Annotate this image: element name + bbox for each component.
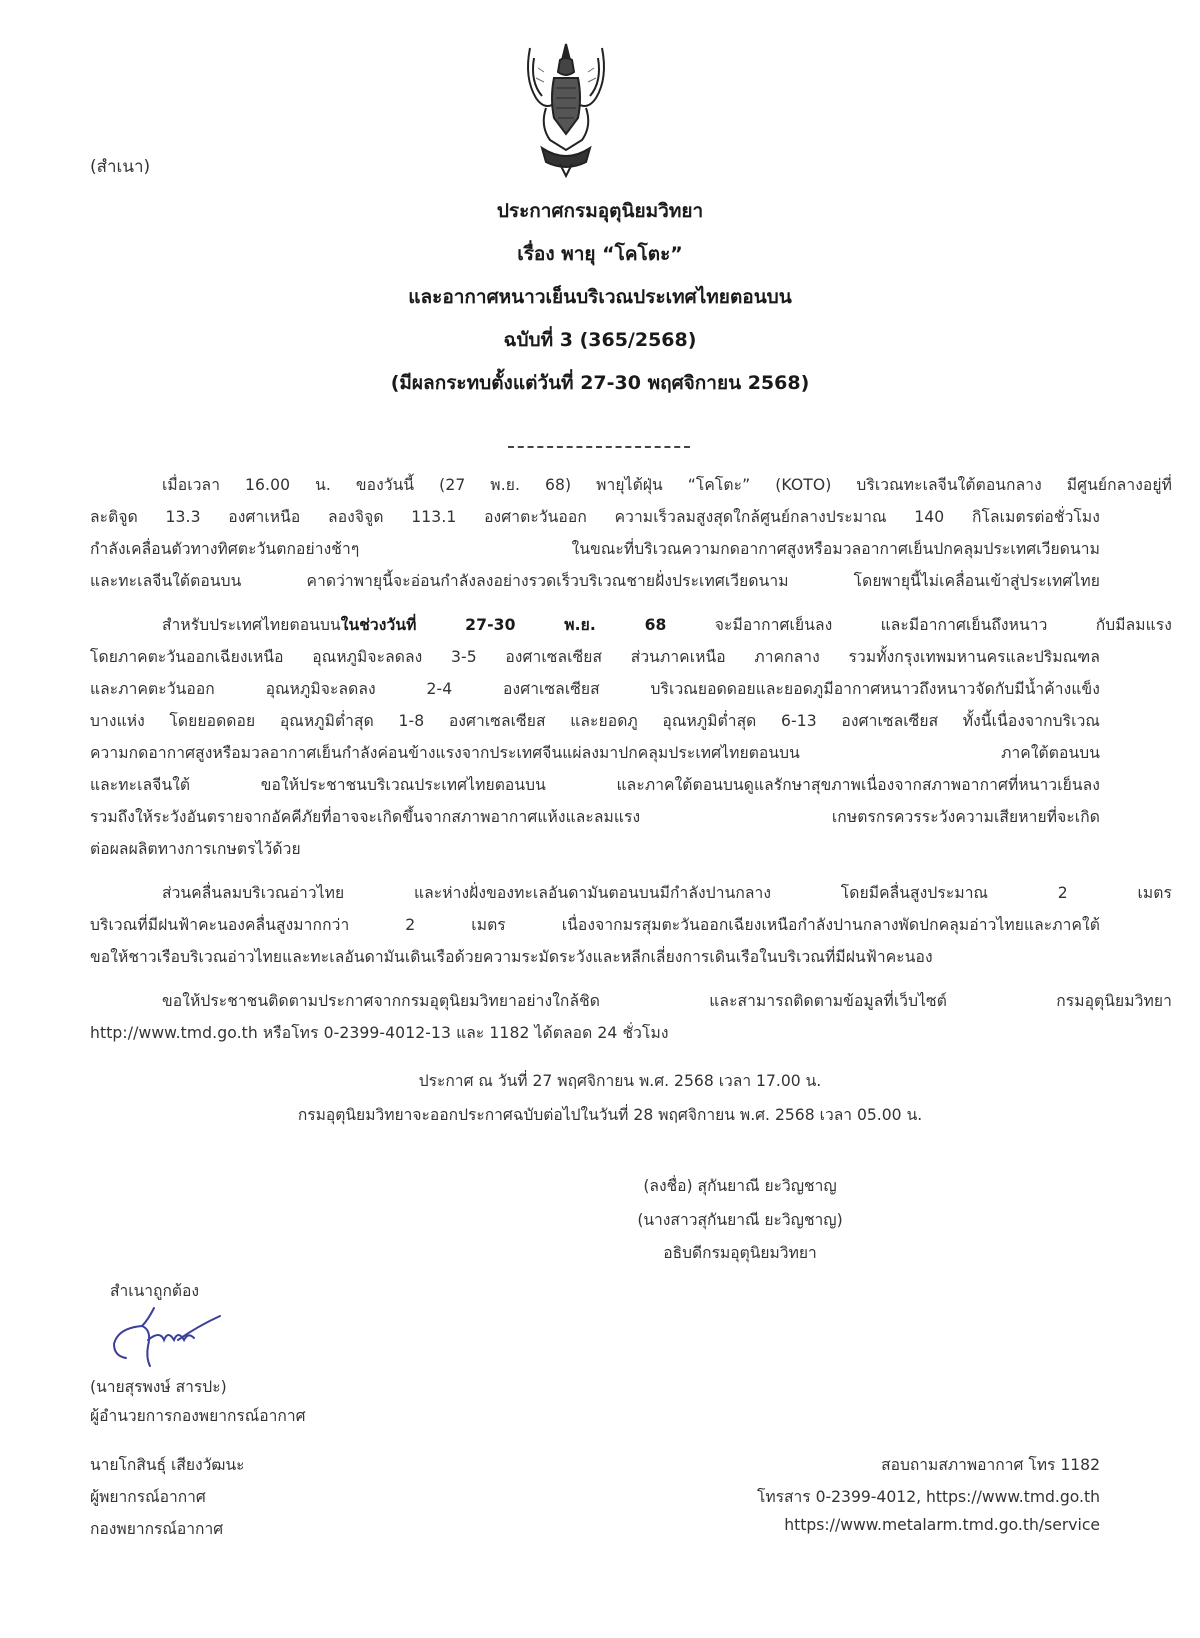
signatory-position: อธิบดีกรมอุตุนิยมวิทยา: [663, 1244, 817, 1262]
paragraph2-line: ความกดอากาศสูงหรือมวลอากาศเย็นกำลังค่อนข้างแรงจากประเทศจีนแผ่ลงมาปกคลุมประเทศไทยตอนบน ภาคใต้ตอนบน: [90, 744, 1100, 762]
forecaster-division: กองพยากรณ์อากาศ: [90, 1520, 224, 1538]
paragraph2-line: สำหรับประเทศไทยตอนบนในช่วงวันที่ 27-30 พ.ย. 68 จะมีอากาศเย็นลง และมีอากาศเย็นถึงหนาว กับมีลมแรง: [162, 616, 1172, 634]
paragraph4-contact-line: http://www.tmd.go.th หรือโทร 0-2399-4012-13 และ 1182 ได้ตลอด 24 ชั่วโมง: [90, 1024, 669, 1042]
paragraph2-line: และภาคตะวันออก อุณหภูมิจะลดลง 2-4 องศาเซลเซียส บริเวณยอดดอยและยอดภูมีอากาศหนาวถึงหนาวจัดกับมีน้ำค้างแข็ง: [90, 680, 1100, 698]
fax-and-website[interactable]: โทรสาร 0-2399-4012, https://www.tmd.go.th: [756, 1488, 1100, 1506]
paragraph1-line: กำลังเคลื่อนตัวทางทิศตะวันตกอย่างช้าๆ ในขณะที่บริเวณความกดอากาศสูงหรือมวลอากาศเย็นปกคลุมประเทศเวียดนาม: [90, 540, 1100, 558]
paragraph3-line: บริเวณที่มีฝนฟ้าคะนองคลื่นสูงมากกว่า 2 เมตร เนื่องจากมรสุมตะวันออกเฉียงเหนือกำลังปานกลางพัดปกคลุมอ่าวไทยและภาคใต้: [90, 916, 1100, 934]
effective-period: (มีผลกระทบตั้งแต่วันที่ 27-30 พฤศจิกายน 2568): [390, 372, 810, 394]
paragraph4-line: ขอให้ประชาชนติดตามประกาศจากกรมอุตุนิยมวิทยาอย่างใกล้ชิด และสามารถติดตามข้อมูลที่เว็บไซต์ กรมอุตุนิยมวิทยา: [162, 992, 1172, 1010]
paragraph2-line: โดยภาคตะวันออกเฉียงเหนือ อุณหภูมิจะลดลง 3-5 องศาเซลเซียส ส่วนภาคเหนือ ภาคกลาง รวมทั้งกรุงเทพมหานครและปริมณฑล: [90, 648, 1100, 666]
paragraph1-line: และทะเลจีนใต้ตอนบน คาดว่าพายุนี้จะอ่อนกำลังลงอย่างรวดเร็วบริเวณชายฝั่งประเทศเวียดนาม โดยพายุนี้ไม่เคลื่อนเข้าสู่ประเทศไทย: [90, 572, 1100, 590]
signatory-full-name: (นางสาวสุกันยาณี ยะวิญชาญ): [637, 1211, 843, 1229]
certifier-position: ผู้อำนวยการกองพยากรณ์อากาศ: [90, 1407, 306, 1425]
garuda-emblem-icon: [520, 38, 612, 178]
subject-line: เรื่อง พายุ “โคโตะ”: [517, 243, 683, 265]
title-separator: [508, 446, 690, 448]
paragraph1-line: เมื่อเวลา 16.00 น. ของวันนี้ (27 พ.ย. 68) พายุไต้ฝุ่น “โคโตะ” (KOTO) บริเวณทะเลจีนใต้ตอนกลาง มีศูนย์กลางอยู่ที่: [162, 476, 1172, 494]
certifier-name: (นายสุรพงษ์ สารปะ): [90, 1378, 227, 1396]
signatory-signed: (ลงชื่อ) สุกันยาณี ยะวิญชาญ: [643, 1177, 837, 1195]
handwritten-signature-icon: [108, 1300, 228, 1380]
certified-copy-label: สำเนาถูกต้อง: [110, 1282, 200, 1300]
forecaster-name: นายโกสินธุ์ เสียงวัฒนะ: [90, 1456, 245, 1474]
paragraph2-line: รวมถึงให้ระวังอันตรายจากอัคคีภัยที่อาจจะเกิดขึ้นจากสภาพอากาศแห้งและลมแรง เกษตรกรควรระวังความเสียหายที่จะเกิด: [90, 808, 1100, 826]
issue-number: ฉบับที่ 3 (365/2568): [503, 329, 697, 351]
document-title: ประกาศกรมอุตุนิยมวิทยา: [496, 200, 704, 222]
announcement-date: ประกาศ ณ วันที่ 27 พฤศจิกายน พ.ศ. 2568 เวลา 17.00 น.: [418, 1072, 822, 1090]
subject-subtitle: และอากาศหนาวเย็นบริเวณประเทศไทยตอนบน: [408, 286, 792, 308]
copy-label: (สำเนา): [90, 157, 151, 177]
paragraph3-line: ส่วนคลื่นลมบริเวณอ่าวไทย และห่างฝั่งของทะเลอันดามันตอนบนมีกำลังปานกลาง โดยมีคลื่นสูงประมาณ 2 เมตร: [162, 884, 1172, 902]
weather-inquiry-phone: สอบถามสภาพอากาศ โทร 1182: [881, 1456, 1100, 1474]
service-url-link[interactable]: https://www.metalarm.tmd.go.th/service: [784, 1516, 1100, 1534]
paragraph3-line: ขอให้ชาวเรือบริเวณอ่าวไทยและทะเลอันดามันเดินเรือด้วยความระมัดระวังและหลีกเลี่ยงการเดินเรือในบริเวณที่มีฝนฟ้าคะนอง: [90, 948, 933, 966]
paragraph2-line: ต่อผลผลิตทางการเกษตรไว้ด้วย: [90, 840, 301, 858]
highlighted-period: ในช่วงวันที่ 27-30 พ.ย. 68: [340, 616, 667, 634]
paragraph1-line: ละติจูด 13.3 องศาเหนือ ลองจิจูด 113.1 องศาตะวันออก ความเร็วลมสูงสุดใกล้ศูนย์กลางประมาณ 140 กิโลเมตรต่อชั่วโมง: [90, 508, 1100, 526]
forecaster-role: ผู้พยากรณ์อากาศ: [90, 1488, 206, 1506]
paragraph2-line: บางแห่ง โดยยอดดอย อุณหภูมิต่ำสุด 1-8 องศาเซลเซียส และยอดภู อุณหภูมิต่ำสุด 6-13 องศาเซลเซียส ทั้งนี้เนื่องจากบริเวณ: [90, 712, 1100, 730]
next-issue-notice: กรมอุตุนิยมวิทยาจะออกประกาศฉบับต่อไปในวันที่ 28 พฤศจิกายน พ.ศ. 2568 เวลา 05.00 น.: [297, 1106, 923, 1124]
paragraph2-line: และทะเลจีนใต้ ขอให้ประชาชนบริเวณประเทศไทยตอนบน และภาคใต้ตอนบนดูแลรักษาสุขภาพเนื่องจากสภาพอากาศที่หนาวเย็นลง: [90, 776, 1100, 794]
